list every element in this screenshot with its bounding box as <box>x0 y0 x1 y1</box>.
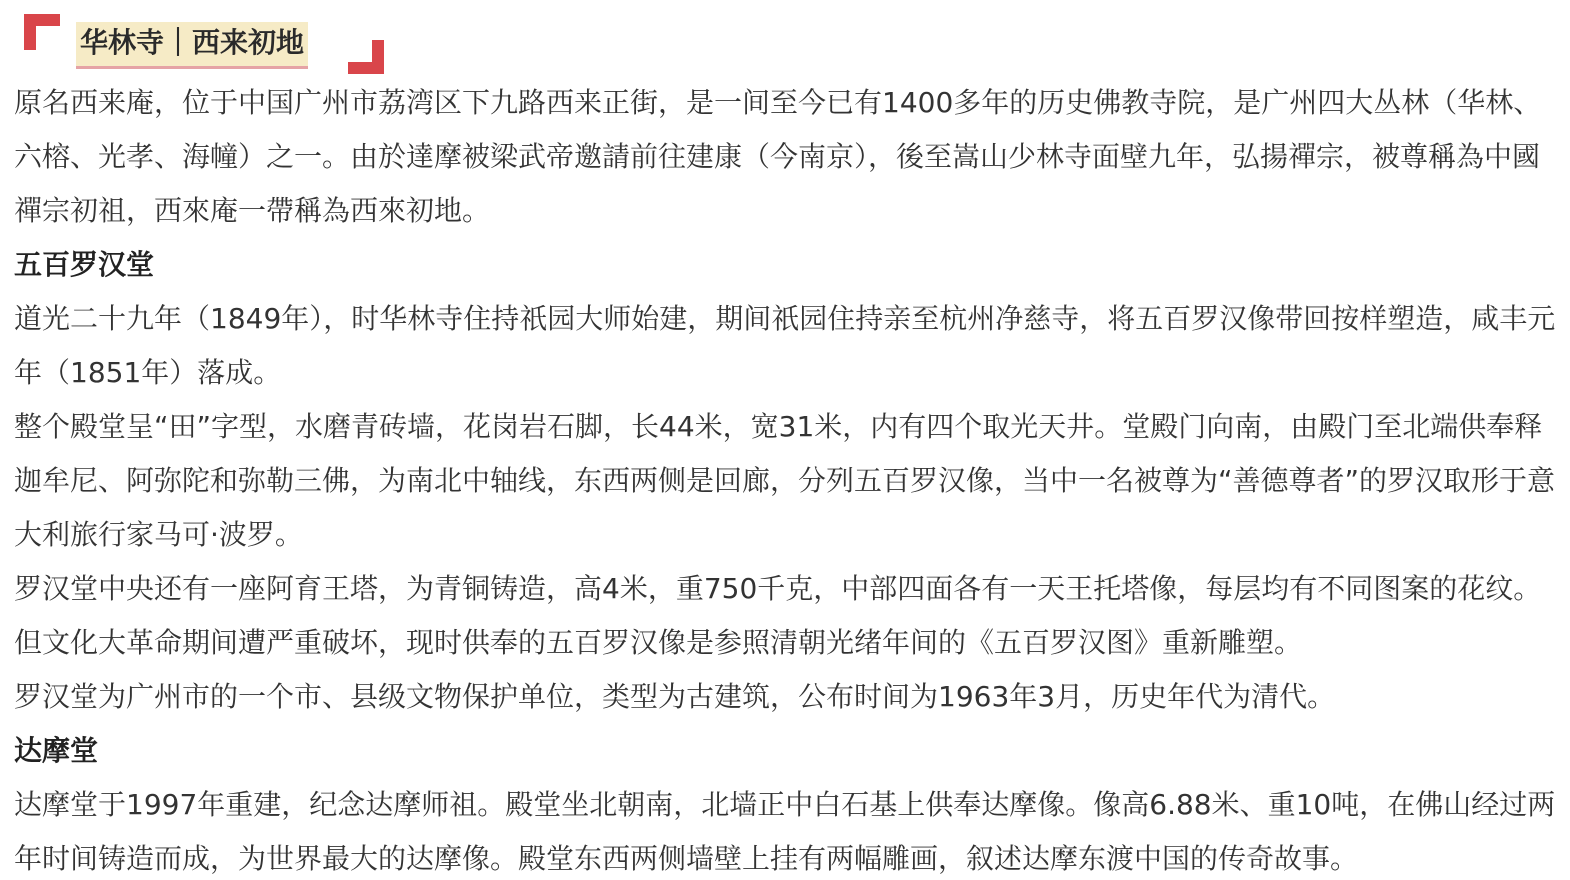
article-body <box>14 76 1559 880</box>
section-heading-bodhidharma-hall: 达摩堂 <box>14 734 99 767</box>
section-heading-luohan-hall: 五百罗汉堂 <box>14 248 155 281</box>
corner-bracket-top-left <box>24 14 60 50</box>
paragraph: 罗汉堂中央还有一座阿育王塔，为青铜铸造，高4米，重750千克，中部四面各有一天王托塔像，每层均有不同图案的花纹。但文化大革命期间遭严重破坏，现时供奉的五百罗汉像是参照清朝光绪年间的《五百罗汉图》重新雕塑。 <box>14 572 1542 659</box>
paragraph: 达摩堂于1997年重建，纪念达摩师祖。殿堂坐北朝南，北墙正中白石基上供奉达摩像。像高6.88米、重10吨，在佛山经过两年时间铸造而成，为世界最大的达摩像。殿堂东西两侧墙壁上挂有两幅雕画，叙述达摩东渡中国的传奇故事。 <box>14 788 1556 875</box>
title-block <box>24 14 394 78</box>
paragraph: 罗汉堂为广州市的一个市、县级文物保护单位，类型为古建筑，公布时间为1963年3月，历史年代为清代。 <box>14 680 1336 713</box>
intro-paragraph: 原名西来庵，位于中国广州市荔湾区下九路西来正街，是一间至今已有1400多年的历史佛教寺院，是广州四大丛林（华林、六榕、光孝、海幢）之一。由於達摩被梁武帝邀請前往建康（今南京），後至嵩山少林寺面壁九年，弘揚禪宗，被尊稱為中國禪宗初祖，西來庵一帶稱為西來初地。 <box>14 86 1542 227</box>
paragraph: 整个殿堂呈“田”字型，水磨青砖墙，花岗岩石脚，长44米，宽31米，内有四个取光天井。堂殿门向南，由殿门至北端供奉释迦牟尼、阿弥陀和弥勒三佛，为南北中轴线，东西两侧是回廊，分列五百罗汉像，当中一名被尊为“善德尊者”的罗汉取形于意大利旅行家马可·波罗。 <box>14 410 1556 551</box>
paragraph: 道光二十九年（1849年），时华林寺住持祇园大师始建，期间祇园住持亲至杭州净慈寺，将五百罗汉像带回按样塑造，咸丰元年（1851年）落成。 <box>14 302 1556 389</box>
page-title: 华林寺｜西来初地 <box>76 22 308 69</box>
corner-bracket-bottom-right <box>348 40 384 74</box>
